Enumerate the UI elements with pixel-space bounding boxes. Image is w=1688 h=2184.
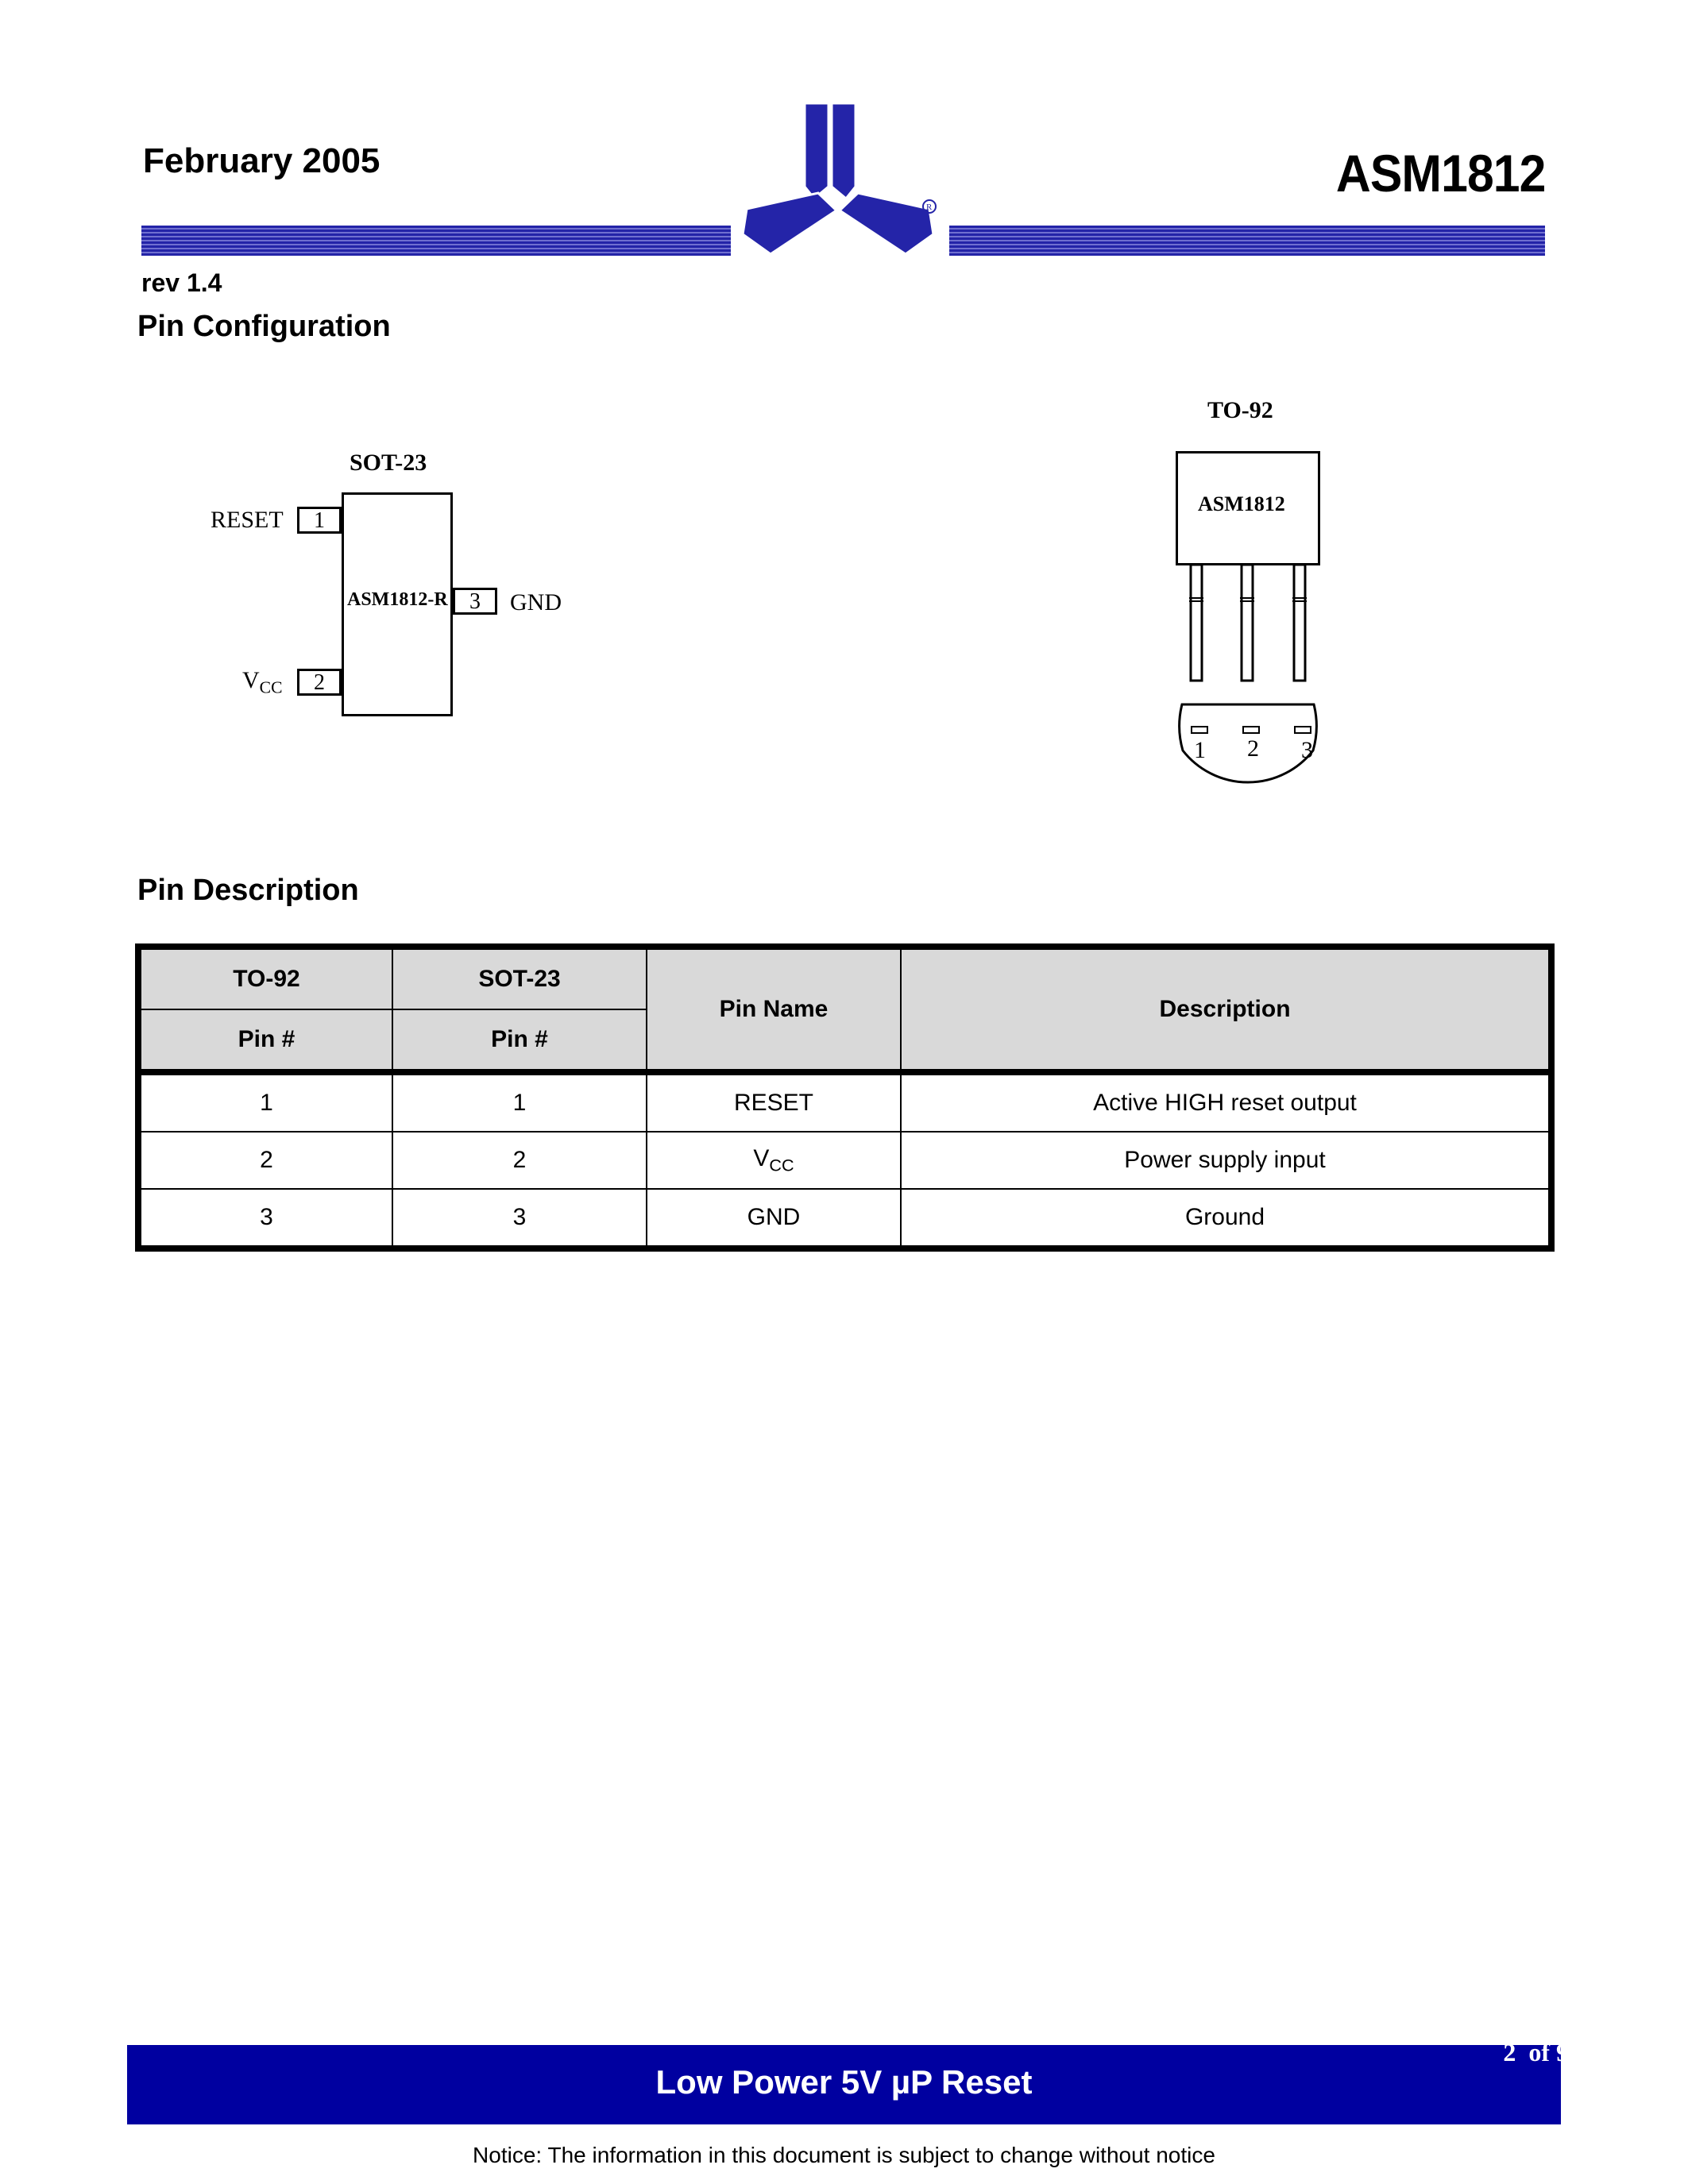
to92-chip-label: ASM1812 (1198, 492, 1285, 515)
header-sot23: SOT-23 (392, 947, 647, 1009)
header-to92: TO-92 (138, 947, 392, 1009)
to92-pin1-number: 1 (1194, 737, 1206, 763)
cell-to92: 2 (138, 1132, 392, 1189)
table-row (138, 1132, 1551, 1189)
sot23-pin3-name: GND (510, 589, 562, 615)
header-pin-name: Pin Name (647, 947, 901, 1072)
cell-pin-name (647, 1072, 901, 1132)
pin-name-text: RESET (733, 1090, 814, 1116)
trident-logo-icon (735, 99, 941, 258)
sot23-pin1-number: 1 (314, 508, 325, 533)
to92-package-label: TO-92 (1207, 397, 1273, 423)
header-sot23-pin-num: Pin # (392, 1009, 647, 1072)
sot23-pin2-box (297, 669, 342, 696)
pin-configuration-heading: Pin Configuration (137, 310, 391, 343)
to92-leads-and-bottom-view (1160, 560, 1350, 822)
cell-sot23: 2 (392, 1132, 647, 1189)
header-description: Description (901, 947, 1551, 1072)
sot23-pin2-name-sub: CC (259, 677, 283, 697)
svg-text:R: R (926, 203, 933, 212)
pin-name-sub: CC (769, 1155, 794, 1175)
cell-description: Power supply input (901, 1132, 1551, 1189)
header-to92-pin-num: Pin # (138, 1009, 392, 1072)
sot23-pin1-box (297, 507, 342, 534)
cell-description: Active HIGH reset output (901, 1072, 1551, 1132)
cell-pin-name (647, 1189, 901, 1248)
pin-name-text: GND (747, 1204, 801, 1230)
cell-description: Ground (901, 1189, 1551, 1248)
pin-name-text: V (753, 1144, 770, 1171)
header-band-right (949, 226, 1545, 256)
cell-to92: 3 (138, 1189, 392, 1248)
pin-description-heading: Pin Description (137, 874, 359, 907)
sot23-pin2-name (242, 667, 282, 697)
cell-pin-name (647, 1132, 901, 1189)
to92-pin2-number: 2 (1247, 735, 1259, 762)
sot23-pin3-number: 3 (469, 589, 481, 614)
sot23-chip-label: ASM1812-R (347, 589, 448, 610)
sot23-pin3-box (453, 588, 497, 615)
footer-title: Low Power 5V µP Reset (655, 2063, 1033, 2101)
cell-to92: 1 (138, 1072, 392, 1132)
table-header-row (138, 947, 1551, 1009)
header-band-left (141, 226, 731, 256)
pin-description-table (135, 943, 1555, 1252)
sot23-pin1-name: RESET (211, 507, 284, 533)
revision: rev 1.4 (141, 268, 222, 297)
table-row (138, 1189, 1551, 1248)
sot23-pin2-name-main: V (242, 667, 260, 693)
document-date: February 2005 (143, 141, 380, 180)
cell-sot23: 1 (392, 1072, 647, 1132)
cell-sot23: 3 (392, 1189, 647, 1248)
page-number: 2 of 9 (1503, 2038, 1569, 2066)
footer-notice: Notice: The information in this document is subject to change without notice (473, 2143, 1215, 2167)
table-row (138, 1072, 1551, 1132)
part-number: ASM1812 (1335, 144, 1545, 203)
to92-pin3-number: 3 (1301, 737, 1313, 763)
sot23-package-label: SOT-23 (350, 450, 427, 476)
sot23-pin2-number: 2 (314, 670, 325, 695)
